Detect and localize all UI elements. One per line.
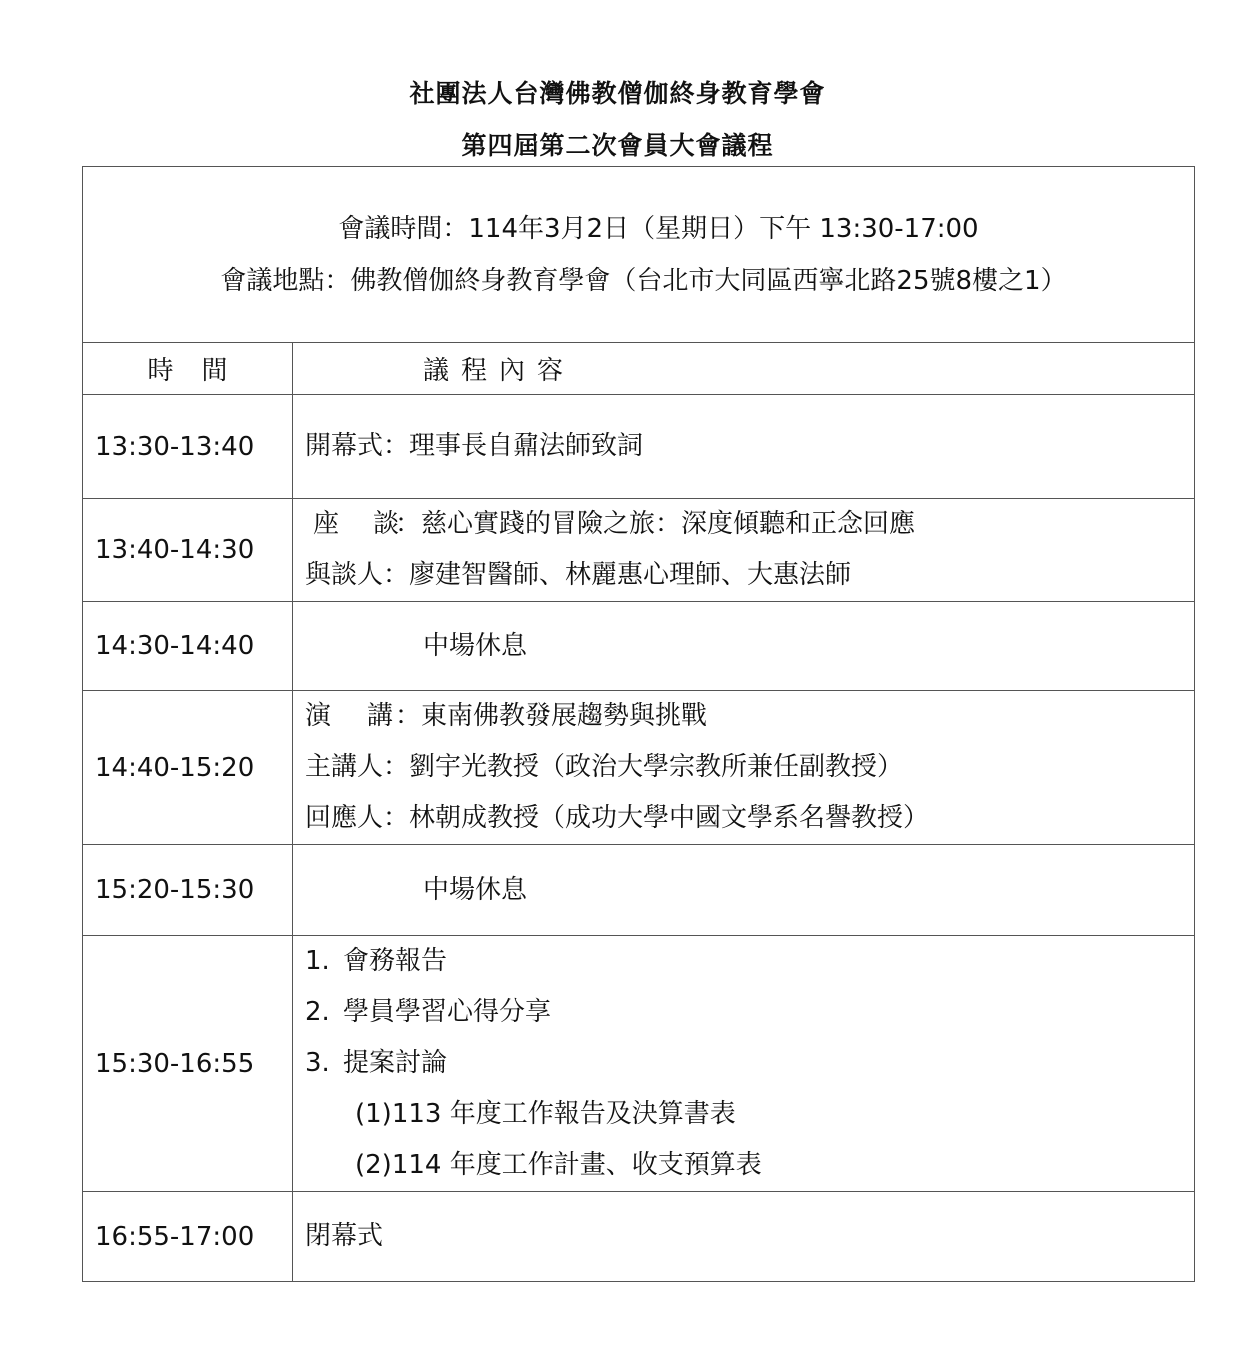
agenda-subitem: (1)113 年度工作報告及決算書表 [355, 1099, 736, 1129]
agenda-subitem: (2)114 年度工作計畫、收支預算表 [355, 1150, 762, 1180]
table-row [83, 691, 1195, 845]
meeting-time: 會議時間：114年3月2日（星期日）下午 13:30-17:00 [338, 213, 979, 244]
panel-topic-text: ：慈心實踐的冒險之旅：深度傾聽和正念回應 [395, 509, 916, 539]
panel-label [305, 499, 400, 550]
item-text: 提案討論 [343, 1048, 448, 1078]
item-number: 3. [305, 1048, 330, 1078]
row-time: 14:40-15:20 [83, 691, 293, 845]
lecture-topic-line [305, 691, 1194, 742]
row-content [293, 845, 1195, 936]
opening-line: 開幕式：理事長自鼐法師致詞 [305, 431, 644, 461]
agenda-item [305, 936, 1194, 987]
table-row [83, 845, 1195, 936]
row-time: 16:55-17:00 [83, 1192, 293, 1282]
document-title: 社團法人台灣佛教僧伽終身教育學會 [409, 79, 826, 108]
table-header-row [83, 343, 1195, 395]
table-row [83, 1192, 1195, 1282]
header-content-char: 議 [423, 356, 450, 386]
table-row [83, 395, 1195, 499]
panel-label-char: 談 [373, 509, 400, 539]
header-content-char: 程 [461, 356, 488, 386]
meeting-place: 會議地點：佛教僧伽終身教育學會（台北市大同區西寧北路25號8樓之1） [220, 265, 1067, 296]
lecture-label-char: 演 [305, 701, 332, 731]
item-text: 學員學習心得分享 [343, 997, 552, 1027]
meeting-info-row [83, 167, 1195, 343]
row-time: 15:20-15:30 [83, 845, 293, 936]
header-content-char: 容 [537, 356, 564, 386]
table-row [83, 936, 1195, 1192]
row-time: 13:40-14:30 [83, 499, 293, 602]
meeting-info-cell [83, 167, 1195, 343]
item-number: 2. [305, 997, 330, 1027]
closing-line: 閉幕式 [305, 1221, 384, 1251]
table-row [83, 499, 1195, 602]
table-row [83, 602, 1195, 691]
row-content [293, 1192, 1195, 1282]
break-line: 中場休息 [423, 874, 528, 905]
break-line: 中場休息 [423, 630, 528, 661]
speaker-line: 主講人：劉宇光教授（政治大學宗教所兼任副教授） [305, 752, 904, 782]
header-content [293, 343, 1195, 395]
item-number: 1. [305, 946, 330, 976]
panelists-line: 與談人：廖建智醫師、林麗惠心理師、大惠法師 [305, 560, 852, 590]
lecture-topic-text: ：東南佛教發展趨勢與挑戰 [395, 701, 708, 731]
row-time: 15:30-16:55 [83, 936, 293, 1192]
document-subtitle: 第四屆第二次會員大會議程 [461, 131, 774, 160]
agenda-table [82, 166, 1195, 1282]
row-content [293, 936, 1195, 1192]
agenda-item [305, 987, 1194, 1038]
row-time: 14:30-14:40 [83, 602, 293, 691]
respondent-line: 回應人：林朝成教授（成功大學中國文學系名譽教授） [305, 803, 930, 833]
header-time-char: 間 [201, 356, 228, 386]
row-time: 13:30-13:40 [83, 395, 293, 499]
item-text: 會務報告 [343, 946, 448, 976]
panel-topic-line [305, 499, 1194, 550]
panel-label-char: 座 [313, 509, 340, 539]
header-time-char: 時 [147, 356, 174, 386]
row-content [293, 602, 1195, 691]
agenda-item [305, 1038, 1194, 1089]
lecture-label [305, 691, 395, 742]
row-content [293, 499, 1195, 602]
row-content [293, 395, 1195, 499]
row-content [293, 691, 1195, 845]
lecture-label-char: 講 [367, 701, 394, 731]
header-content-char: 內 [499, 356, 526, 386]
header-time [83, 343, 293, 395]
